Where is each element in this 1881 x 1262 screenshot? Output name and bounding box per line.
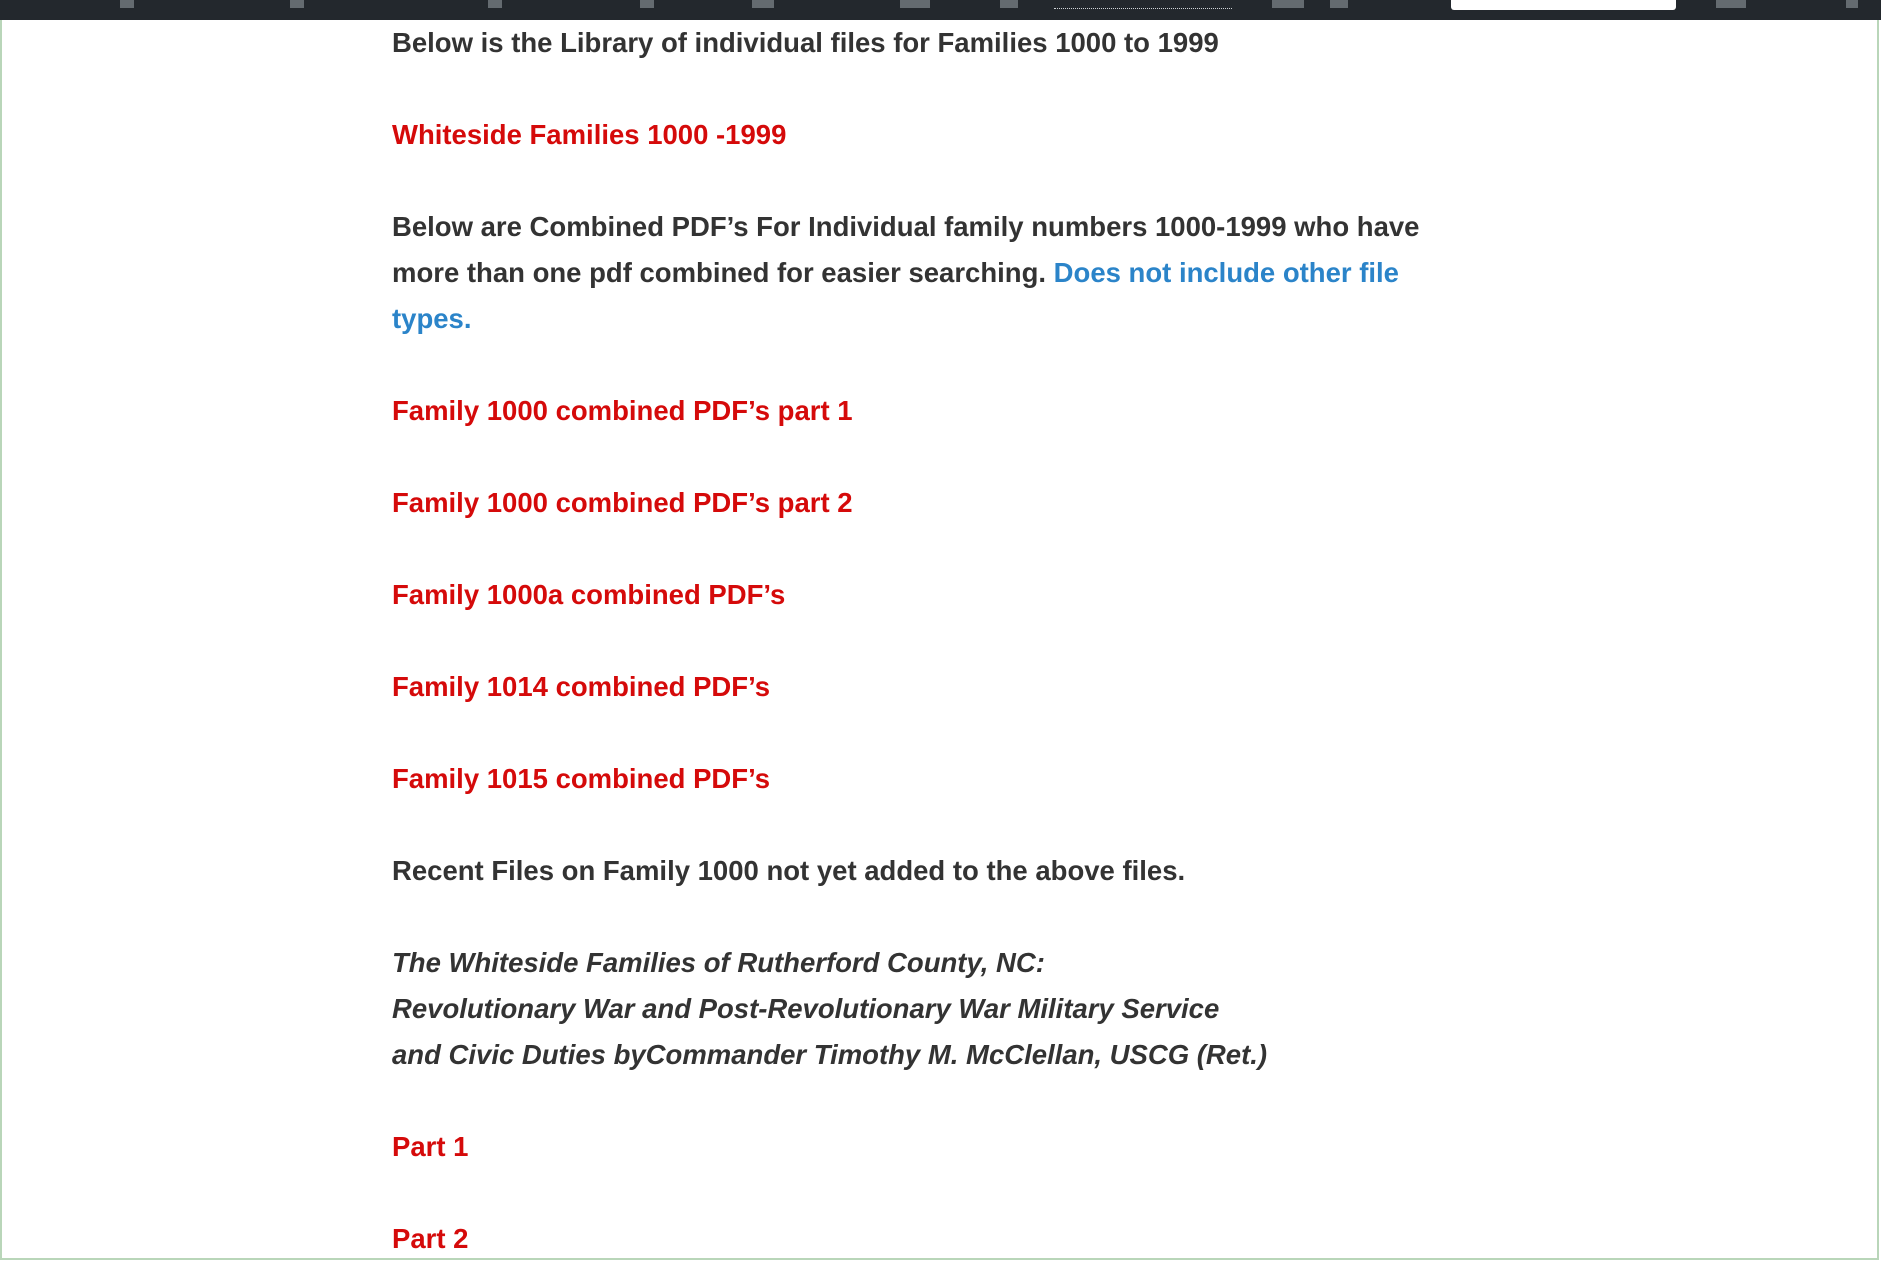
family-1000-part-2-link[interactable]: Family 1000 combined PDF’s part 2	[392, 487, 853, 518]
part-2-link[interactable]: Part 2	[392, 1223, 469, 1254]
toolbar-icon[interactable]	[120, 0, 134, 8]
family-1000-part-1-link[interactable]: Family 1000 combined PDF’s part 1	[392, 395, 853, 426]
part-1-link[interactable]: Part 1	[392, 1131, 469, 1162]
main-content	[392, 20, 1472, 1262]
book-title-line-1: The Whiteside Families of Rutherford County, NC:	[392, 947, 1045, 978]
toolbar-icon[interactable]	[752, 0, 774, 8]
family-1015-link[interactable]: Family 1015 combined PDF’s	[392, 763, 771, 794]
toolbar-icon[interactable]	[900, 0, 930, 8]
toolbar-icon[interactable]	[640, 0, 654, 8]
combined-description	[392, 204, 1472, 342]
notification-icon[interactable]	[1716, 0, 1746, 8]
search-input[interactable]	[1451, 0, 1676, 10]
file-types-note[interactable]: Does not include other file types.	[392, 257, 1399, 334]
book-title-line-3: and Civic Duties byCommander Timothy M. McClellan, USCG (Ret.)	[392, 1039, 1268, 1070]
top-toolbar	[0, 0, 1881, 20]
ruler-bar	[1054, 8, 1232, 9]
toolbar-icon[interactable]	[1330, 0, 1348, 8]
recent-files-text: Recent Files on Family 1000 not yet added to the above files.	[392, 855, 1186, 886]
family-1000a-link[interactable]: Family 1000a combined PDF’s	[392, 579, 786, 610]
family-1014-link[interactable]: Family 1014 combined PDF’s	[392, 671, 771, 702]
toolbar-icon[interactable]	[1846, 0, 1858, 8]
book-title-line-2: Revolutionary War and Post-Revolutionary War Military Service	[392, 993, 1220, 1024]
intro-text: Below is the Library of individual files for Families 1000 to 1999	[392, 27, 1219, 58]
toolbar-icon[interactable]	[1000, 0, 1018, 8]
whiteside-families-link[interactable]: Whiteside Families 1000 -1999	[392, 119, 787, 150]
grid-icon[interactable]	[1272, 0, 1304, 8]
toolbar-icon[interactable]	[290, 0, 304, 8]
combined-description-text: Below are Combined PDF’s For Individual family numbers 1000-1999 who have more than one pdf combined for easier searching.	[392, 211, 1420, 288]
toolbar-icon[interactable]	[488, 0, 502, 8]
